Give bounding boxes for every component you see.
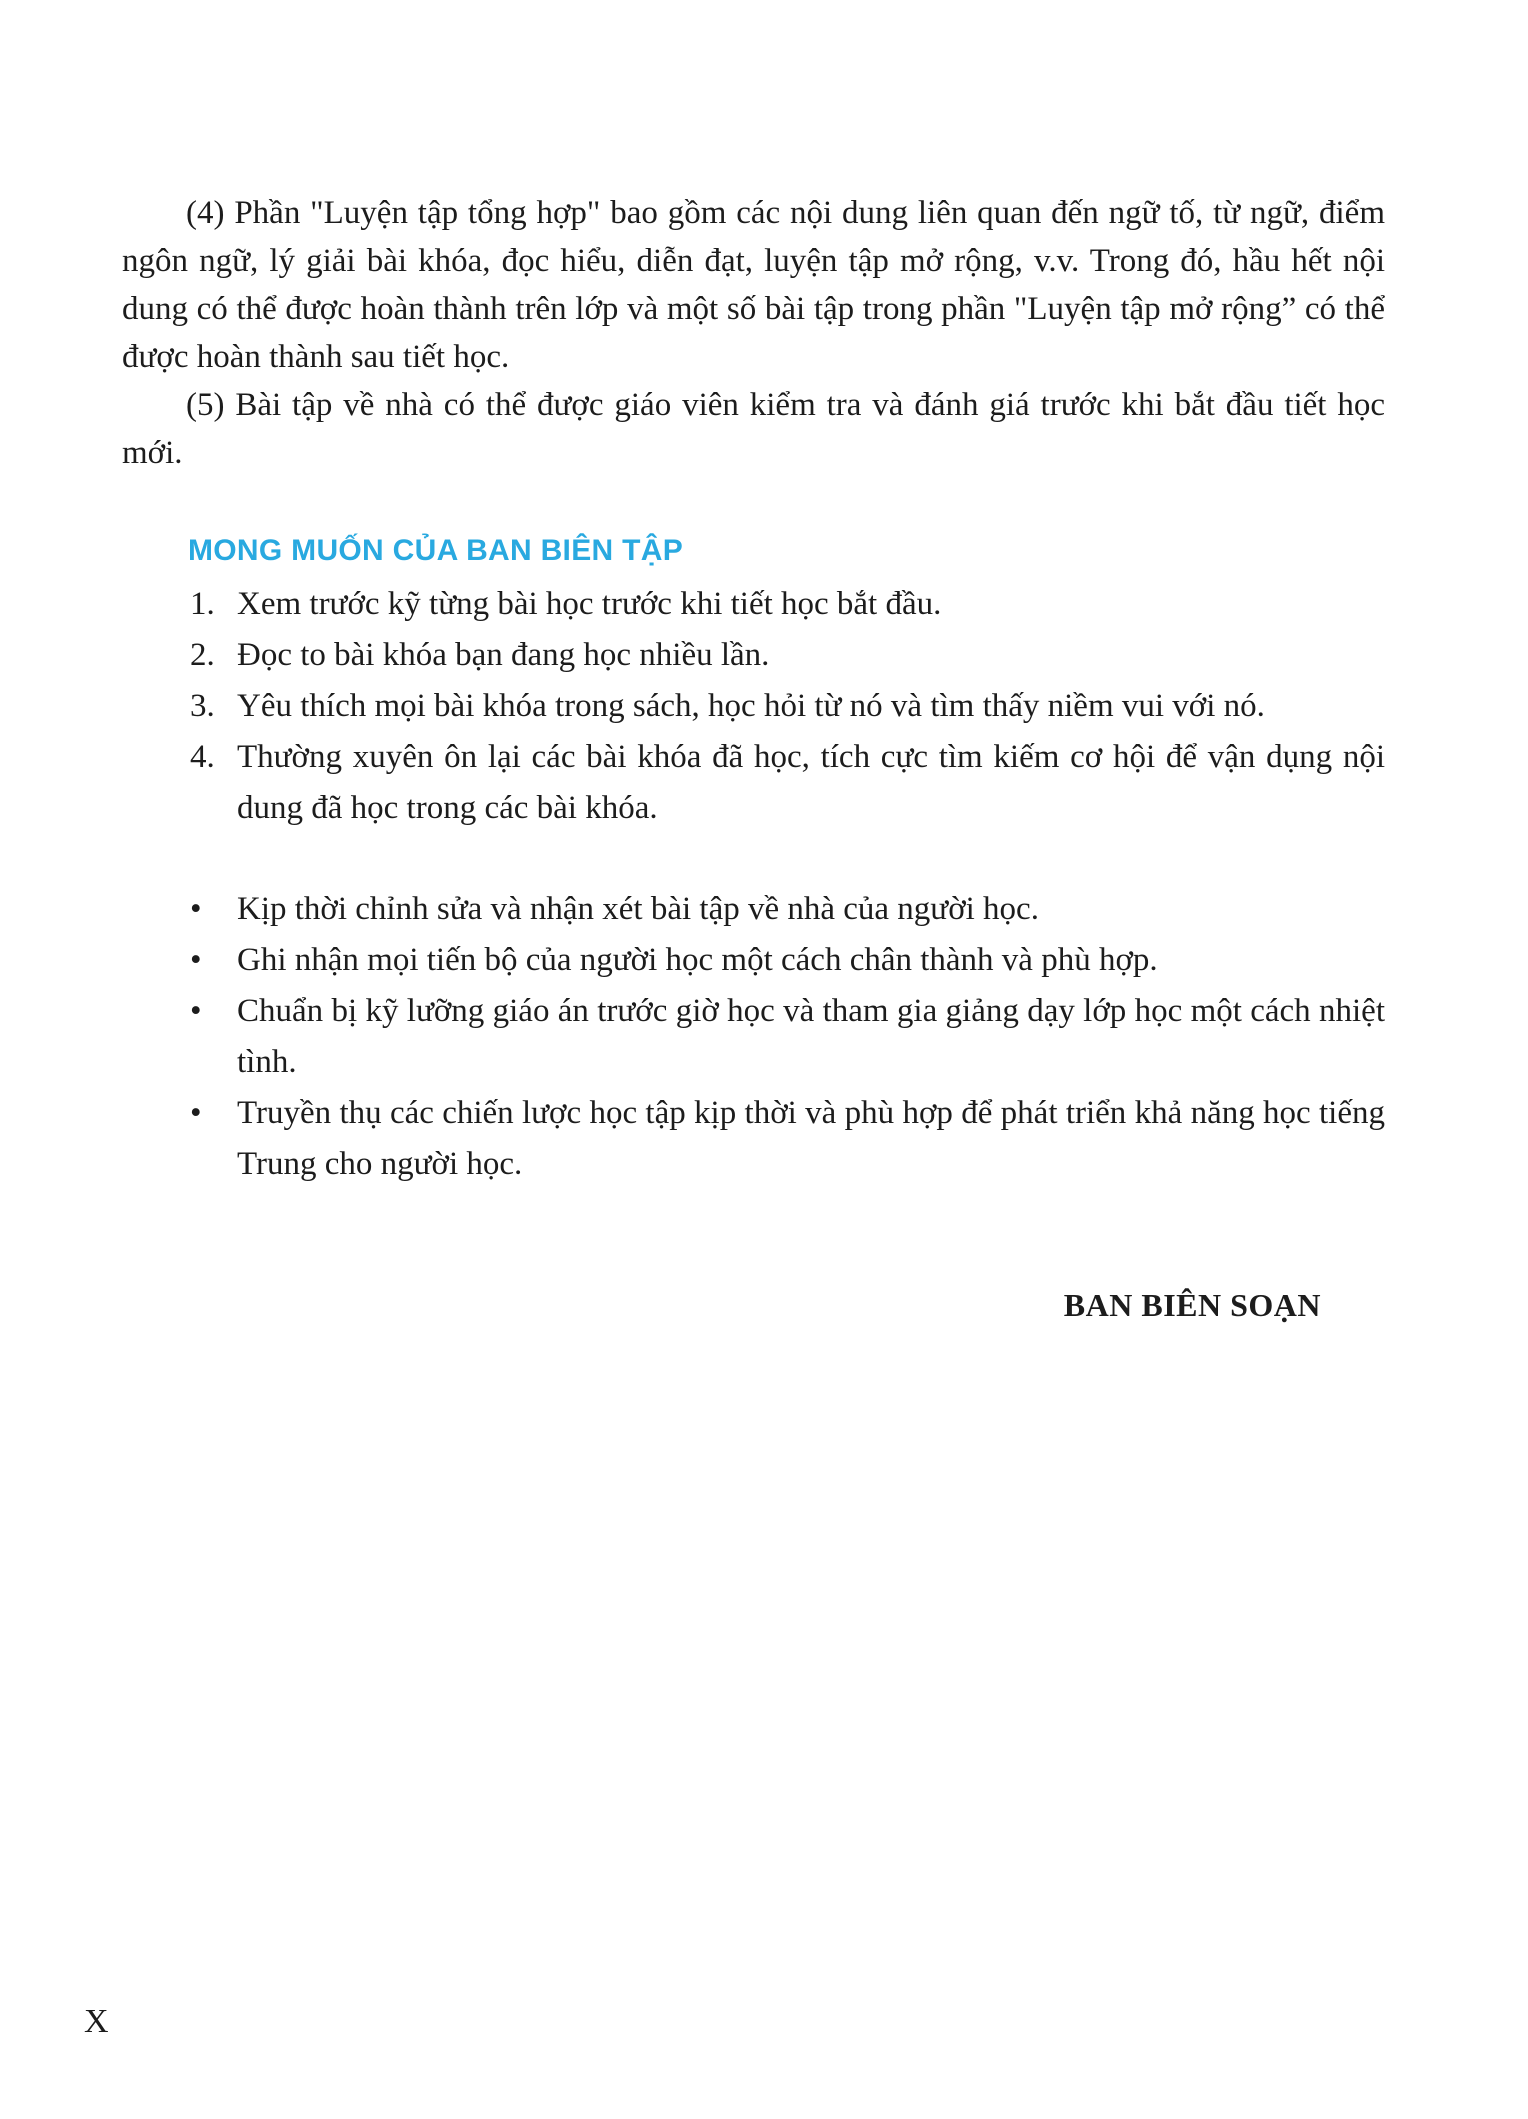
signoff-editorial-board: BAN BIÊN SOẠN	[1063, 1287, 1321, 1323]
numbered-list	[122, 579, 1385, 834]
list-item-text: Truyền thụ các chiến lược học tập kịp thời và phù hợp để phát triển khả năng học tiếng Trung cho người học.	[237, 1095, 1385, 1182]
list-item-text: Ghi nhận mọi tiến bộ của người học một cách chân thành và phù hợp.	[237, 942, 1158, 978]
page-number: X	[84, 2003, 109, 2040]
list-item-text: Yêu thích mọi bài khóa trong sách, học hỏi từ nó và tìm thấy niềm vui với nó.	[237, 688, 1265, 724]
bullet-icon: •	[190, 942, 202, 978]
list-item	[122, 986, 1385, 1088]
list-number: 3.	[190, 688, 215, 724]
paragraph-5: (5) Bài tập về nhà có thể được giáo viên kiểm tra và đánh giá trước khi bắt đầu tiết học mới.	[122, 387, 1385, 471]
bullet-list	[122, 884, 1385, 1190]
list-item	[122, 884, 1385, 935]
list-item-text: Kịp thời chỉnh sửa và nhận xét bài tập về nhà của người học.	[237, 891, 1039, 927]
bullet-icon: •	[190, 993, 202, 1029]
list-item	[122, 935, 1385, 986]
list-item-text: Xem trước kỹ từng bài học trước khi tiết học bắt đầu.	[237, 586, 942, 622]
list-item	[122, 1088, 1385, 1190]
list-number: 1.	[190, 586, 215, 622]
paragraph-4: (4) Phần "Luyện tập tổng hợp" bao gồm các nội dung liên quan đến ngữ tố, từ ngữ, điểm ngôn ngữ, lý giải bài khóa, đọc hiểu, diễn đạt, luyện tập mở rộng, v.v. Trong đó, hầu hết nội dung có thể được hoàn thành trên lớp và một số bài tập trong phần "Luyện tập mở rộng” có thể được hoàn thành sau tiết học.	[122, 195, 1385, 375]
list-item	[122, 579, 1385, 630]
list-number: 4.	[190, 739, 215, 775]
list-item	[122, 630, 1385, 681]
section-heading: MONG MUỐN CỦA BAN BIÊN TẬP	[188, 534, 684, 567]
list-item-text: Thường xuyên ôn lại các bài khóa đã học, tích cực tìm kiếm cơ hội để vận dụng nội dung đã học trong các bài khóa.	[237, 739, 1385, 826]
list-item	[122, 681, 1385, 732]
list-item-text: Chuẩn bị kỹ lưỡng giáo án trước giờ học và tham gia giảng dạy lớp học một cách nhiệt tình.	[237, 993, 1385, 1080]
list-number: 2.	[190, 637, 215, 673]
bullet-icon: •	[190, 891, 202, 927]
bullet-icon: •	[190, 1095, 202, 1131]
list-item	[122, 732, 1385, 834]
list-item-text: Đọc to bài khóa bạn đang học nhiều lần.	[237, 637, 770, 673]
